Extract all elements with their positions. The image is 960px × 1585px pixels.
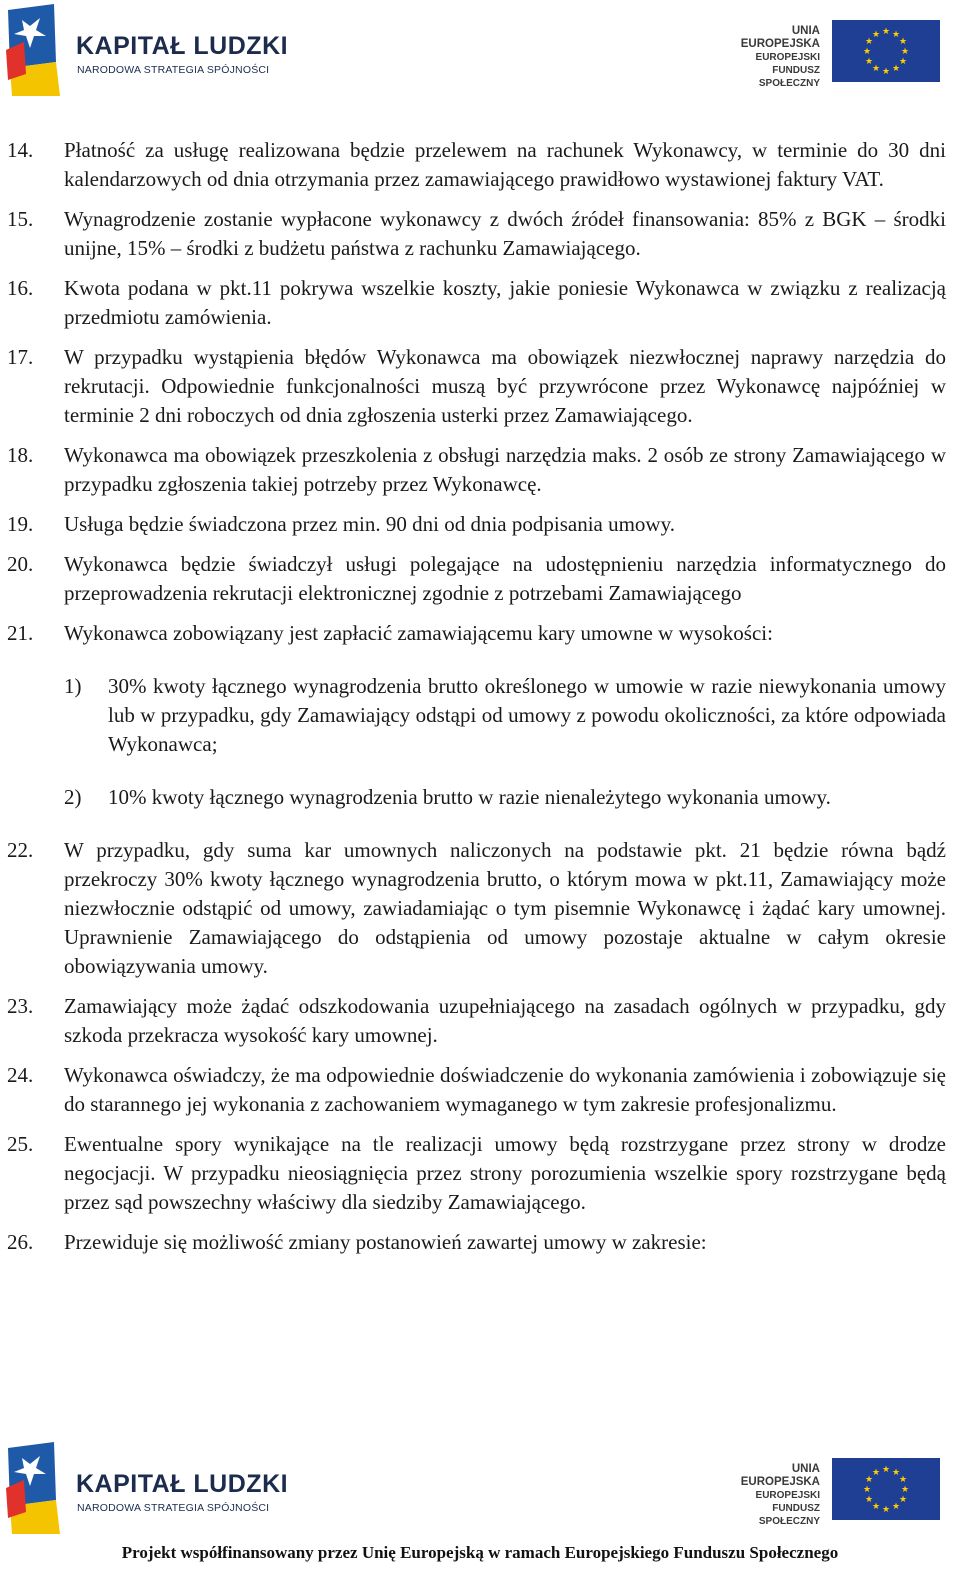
eu-flag-icon	[832, 1458, 940, 1520]
list-item-number: 25.	[7, 1132, 34, 1156]
sub-list-item-text: 30% kwoty łącznego wynagrodzenia brutto określonego w umowie w razie niewykonania umowy lub w przypadku, gdy Zamawiający odstąpi od umowy z powodu okoliczności, za które odpowiada Wykonawca;	[108, 674, 946, 756]
svg-text:★: ★	[898, 1495, 908, 1505]
svg-text:★: ★	[900, 47, 910, 57]
list-item-number: 21.	[7, 621, 34, 645]
svg-text:★: ★	[881, 1505, 891, 1515]
svg-text:★: ★	[871, 64, 881, 74]
footer-cofinancing-note: Projekt współfinansowany przez Unię Europejską w ramach Europejskiego Funduszu Społecznego	[121, 1543, 839, 1562]
list-item-text: W przypadku wystąpienia błędów Wykonawca ma obowiązek niezwłocznej naprawy narzędzia do rekrutacji. Odpowiednie funkcjonalności muszą być przywrócone przez Wykonawcę najpóźniej w terminie 2 dni roboczych od dnia zgłoszenia usterki przez Zamawiającego.	[64, 345, 946, 427]
list-item-number: 16.	[7, 276, 34, 300]
eu-logo-line1: UNIA EUROPEJSKA	[740, 1463, 820, 1488]
kapital-ludzki-title: KAPITAŁ LUDZKI	[76, 1470, 289, 1498]
list-item-number: 23.	[7, 994, 34, 1018]
kapital-ludzki-title: KAPITAŁ LUDZKI	[76, 32, 289, 60]
eu-logo-line2: EUROPEJSKI	[755, 1490, 820, 1501]
svg-text:★: ★	[898, 1475, 908, 1485]
footer-logos	[0, 1438, 960, 1538]
kapital-ludzki-icon	[4, 4, 66, 96]
document-body	[0, 136, 960, 1257]
svg-text:★: ★	[864, 1475, 874, 1485]
list-item	[0, 136, 960, 194]
list-item-text: Zamawiający może żądać odszkodowania uzupełniającego na zasadach ogólnych w przypadku, gdy szkoda przekracza wysokość kary umownej.	[64, 994, 946, 1047]
sub-list-item-number: 2)	[64, 785, 82, 809]
svg-text:★: ★	[864, 37, 874, 47]
list-item-number: 20.	[7, 552, 34, 576]
list-item-text: Wykonawca oświadczy, że ma odpowiednie doświadczenie do wykonania zamówienia i zobowiązuje się do starannego jej wykonania z zachowaniem wymaganego w tym zakresie profesjonalizmu.	[64, 1063, 946, 1116]
list-item	[0, 1061, 960, 1119]
list-item-text: Przewiduje się możliwość zmiany postanowień zawartej umowy w zakresie:	[64, 1230, 707, 1254]
eu-logo-text	[710, 25, 820, 90]
svg-text:★: ★	[864, 57, 874, 67]
list-item-number: 17.	[7, 345, 34, 369]
svg-text:★: ★	[881, 67, 891, 77]
list-item	[0, 550, 960, 608]
list-item	[0, 274, 960, 332]
list-item-text: Płatność za usługę realizowana będzie przelewem na rachunek Wykonawcy, w terminie do 30 dni kalendarzowych od dnia otrzymania przez zamawiającego prawidłowo wystawionej faktury VAT.	[64, 138, 946, 191]
sub-list-item	[0, 672, 960, 759]
svg-text:★: ★	[891, 64, 901, 74]
sub-list-item-number: 1)	[64, 674, 82, 698]
list-item-number: 18.	[7, 443, 34, 467]
svg-text:★: ★	[891, 1468, 901, 1478]
svg-text:★: ★	[871, 1468, 881, 1478]
list-item-text: Wykonawca będzie świadczył usługi polegające na udostępnieniu narzędzia informatycznego do przeprowadzenia rekrutacji elektronicznej zgodnie z potrzebami Zamawiającego	[64, 552, 946, 605]
list-item	[0, 1130, 960, 1217]
eu-logo	[710, 20, 940, 89]
kapital-ludzki-logo	[4, 4, 289, 94]
eu-logo-line1: UNIA EUROPEJSKA	[740, 25, 820, 50]
list-item	[0, 441, 960, 499]
kapital-ludzki-subtitle: NARODOWA STRATEGIA SPÓJNOŚCI	[77, 64, 270, 76]
svg-text:★: ★	[898, 57, 908, 67]
sub-list-item-text: 10% kwoty łącznego wynagrodzenia brutto w razie nienależytego wykonania umowy.	[108, 785, 831, 809]
kapital-ludzki-icon	[4, 1442, 66, 1534]
list-item-text: Wykonawca zobowiązany jest zapłacić zamawiającemu kary umowne w wysokości:	[64, 621, 773, 645]
eu-logo-line3: FUNDUSZ SPOŁECZNY	[758, 65, 820, 89]
list-item-number: 14.	[7, 138, 34, 162]
svg-text:★: ★	[862, 47, 872, 57]
svg-text:★: ★	[898, 37, 908, 47]
list-item	[0, 205, 960, 263]
eu-logo-line2: EUROPEJSKI	[755, 52, 820, 63]
list-item-text: Kwota podana w pkt.11 pokrywa wszelkie koszty, jakie poniesie Wykonawca w związku z realizacją przedmiotu zamówienia.	[64, 276, 946, 329]
eu-logo-text	[710, 1463, 820, 1528]
list-item	[0, 619, 960, 648]
svg-text:★: ★	[862, 1485, 872, 1495]
list-item	[0, 992, 960, 1050]
sub-list-item	[0, 783, 960, 812]
list-item	[0, 1228, 960, 1257]
list-item-text: Usługa będzie świadczona przez min. 90 dni od dnia podpisania umowy.	[64, 512, 675, 536]
svg-text:★: ★	[864, 1495, 874, 1505]
eu-logo	[710, 1458, 940, 1527]
list-item-number: 19.	[7, 512, 34, 536]
eu-flag-icon	[832, 20, 940, 82]
svg-text:★: ★	[891, 1502, 901, 1512]
kapital-ludzki-subtitle: NARODOWA STRATEGIA SPÓJNOŚCI	[77, 1502, 270, 1514]
eu-logo-line3: FUNDUSZ SPOŁECZNY	[758, 1503, 820, 1527]
list-item	[0, 343, 960, 430]
svg-text:★: ★	[891, 30, 901, 40]
list-item-text: W przypadku, gdy suma kar umownych naliczonych na podstawie pkt. 21 będzie równa bądź przekroczy 30% kwoty łącznego wynagrodzenia brutto, o którym mowa w pkt.11, Zamawiający może niezwłocznie odstąpić od umowy, zawiadamiając o tym pisemnie Wykonawcę i żądać kary umownej. Uprawnienie Zamawiającego do odstąpienia od umowy pozostaje aktualne w całym okresie obowiązywania umowy.	[64, 838, 946, 978]
list-item-number: 26.	[7, 1230, 34, 1254]
page-header	[0, 0, 960, 110]
list-item-text: Ewentualne spory wynikające na tle realizacji umowy będą rozstrzygane przez strony w drodze negocjacji. W przypadku nieosiągnięcia przez strony porozumienia wszelkie spory rozstrzygane będą przez sąd powszechny właściwy dla siedziby Zamawiającego.	[64, 1132, 946, 1214]
list-item-text: Wykonawca ma obowiązek przeszkolenia z obsługi narzędzia maks. 2 osób ze strony Zamawiającego w przypadku zgłoszenia takiej potrzeby przez Wykonawcę.	[64, 443, 946, 496]
list-item-number: 15.	[7, 207, 34, 231]
list-item-number: 22.	[7, 838, 34, 862]
list-item-text: Wynagrodzenie zostanie wypłacone wykonawcy z dwóch źródeł finansowania: 85% z BGK – środki unijne, 15% – środki z budżetu państwa z rachunku Zamawiającego.	[64, 207, 946, 260]
svg-text:★: ★	[881, 1465, 891, 1475]
svg-text:★: ★	[871, 1502, 881, 1512]
kapital-ludzki-logo	[4, 1442, 289, 1532]
list-item-number: 24.	[7, 1063, 34, 1087]
list-item	[0, 836, 960, 981]
list-item	[0, 510, 960, 539]
svg-text:★: ★	[881, 27, 891, 37]
svg-text:★: ★	[900, 1485, 910, 1495]
svg-text:★: ★	[871, 30, 881, 40]
